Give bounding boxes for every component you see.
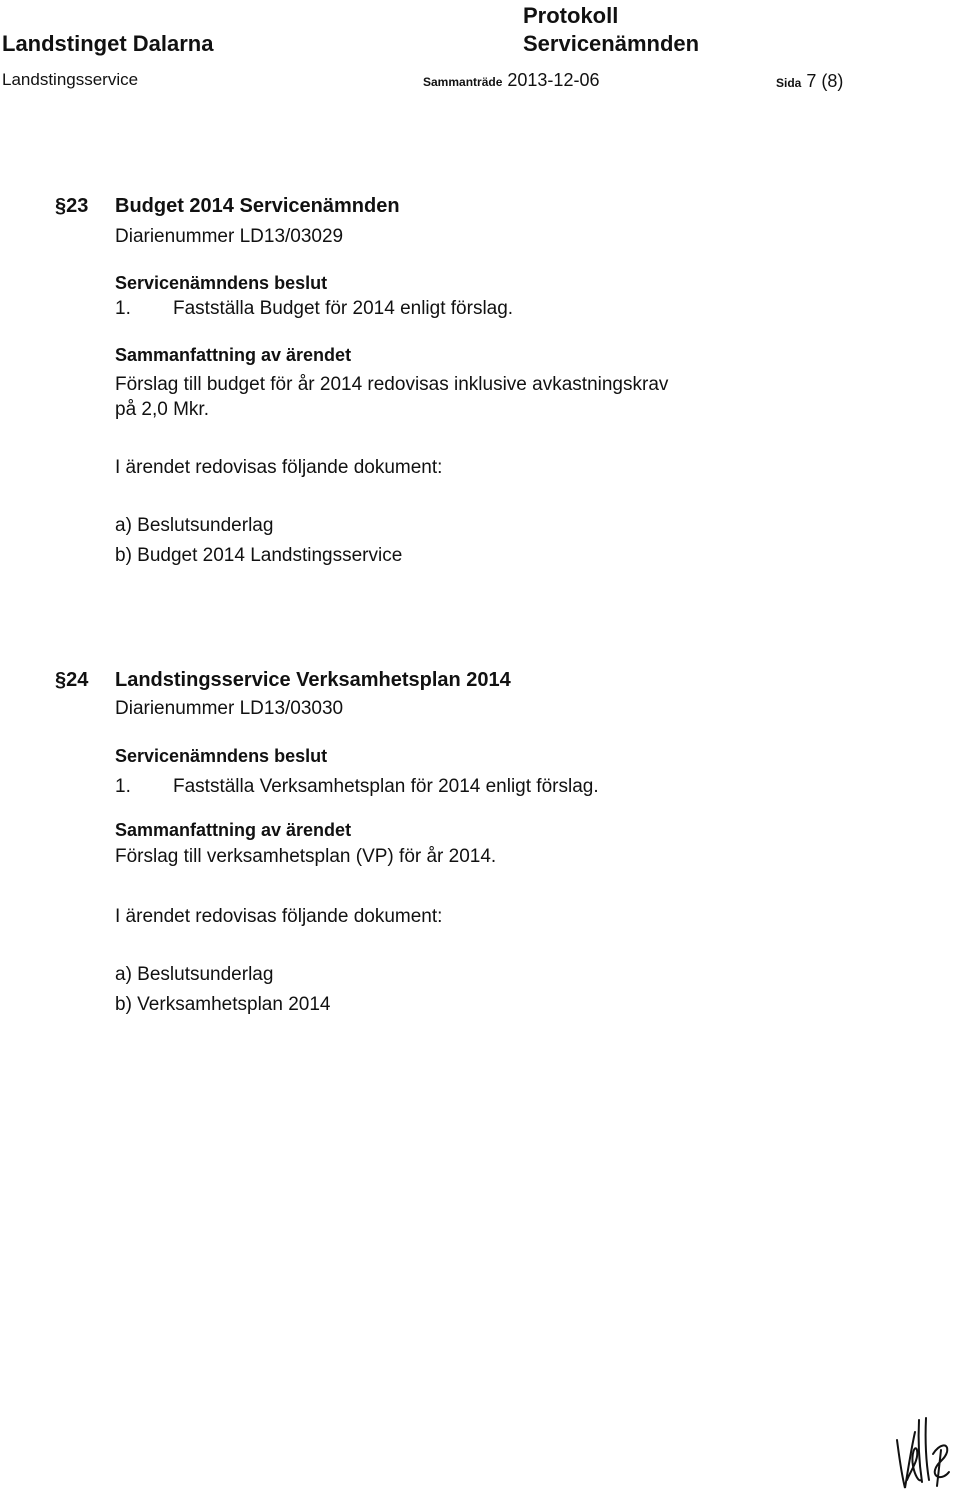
summary-text-line-2: på 2,0 Mkr.	[115, 399, 209, 420]
summary-text-line-1: Förslag till budget för år 2014 redovisas inklusive avkastningskrav	[115, 374, 669, 395]
documents-intro: I ärendet redovisas följande dokument:	[115, 906, 443, 927]
committee-name: Servicenämnden	[523, 31, 700, 56]
document-item: b) Budget 2014 Landstingsservice	[115, 545, 403, 566]
paragraph-number: §24	[55, 669, 89, 691]
decision-item	[115, 776, 599, 798]
decision-text: Fastställa Budget för 2014 enligt förslag.	[173, 298, 514, 319]
summary-heading: Sammanfattning av ärendet	[115, 345, 352, 365]
decision-heading: Servicenämndens beslut	[115, 746, 328, 766]
unit-name: Landstingsservice	[2, 70, 139, 89]
decision-text: Fastställa Verksamhetsplan för 2014 enligt förslag.	[173, 776, 599, 797]
documents-intro: I ärendet redovisas följande dokument:	[115, 457, 443, 478]
document-item: a) Beslutsunderlag	[115, 515, 274, 536]
meeting-label: Sammanträde	[423, 75, 503, 89]
section-title: Landstingsservice Verksamhetsplan 2014	[115, 669, 511, 691]
document-type: Protokoll	[523, 3, 619, 28]
diary-number: Diarienummer LD13/03030	[115, 698, 344, 719]
meeting-info	[423, 70, 599, 91]
summary-text-line-1: Förslag till verksamhetsplan (VP) för år 2014.	[115, 846, 497, 867]
decision-number: 1.	[115, 298, 131, 319]
summary-heading: Sammanfattning av ärendet	[115, 820, 352, 840]
signature-initials	[893, 1410, 955, 1495]
decision-number: 1.	[115, 776, 131, 797]
document-item: a) Beslutsunderlag	[115, 964, 274, 985]
section-title: Budget 2014 Servicenämnden	[115, 195, 400, 217]
decision-item	[115, 298, 513, 320]
page-number: 7 (8)	[806, 71, 844, 91]
decision-heading: Servicenämndens beslut	[115, 273, 328, 293]
meeting-date: 2013-12-06	[507, 70, 600, 90]
paragraph-number: §23	[55, 195, 89, 217]
organization-name: Landstinget Dalarna	[2, 31, 214, 56]
diary-number: Diarienummer LD13/03029	[115, 226, 344, 247]
page-label: Sida	[776, 76, 802, 90]
document-item: b) Verksamhetsplan 2014	[115, 994, 331, 1015]
page-info	[776, 71, 843, 92]
